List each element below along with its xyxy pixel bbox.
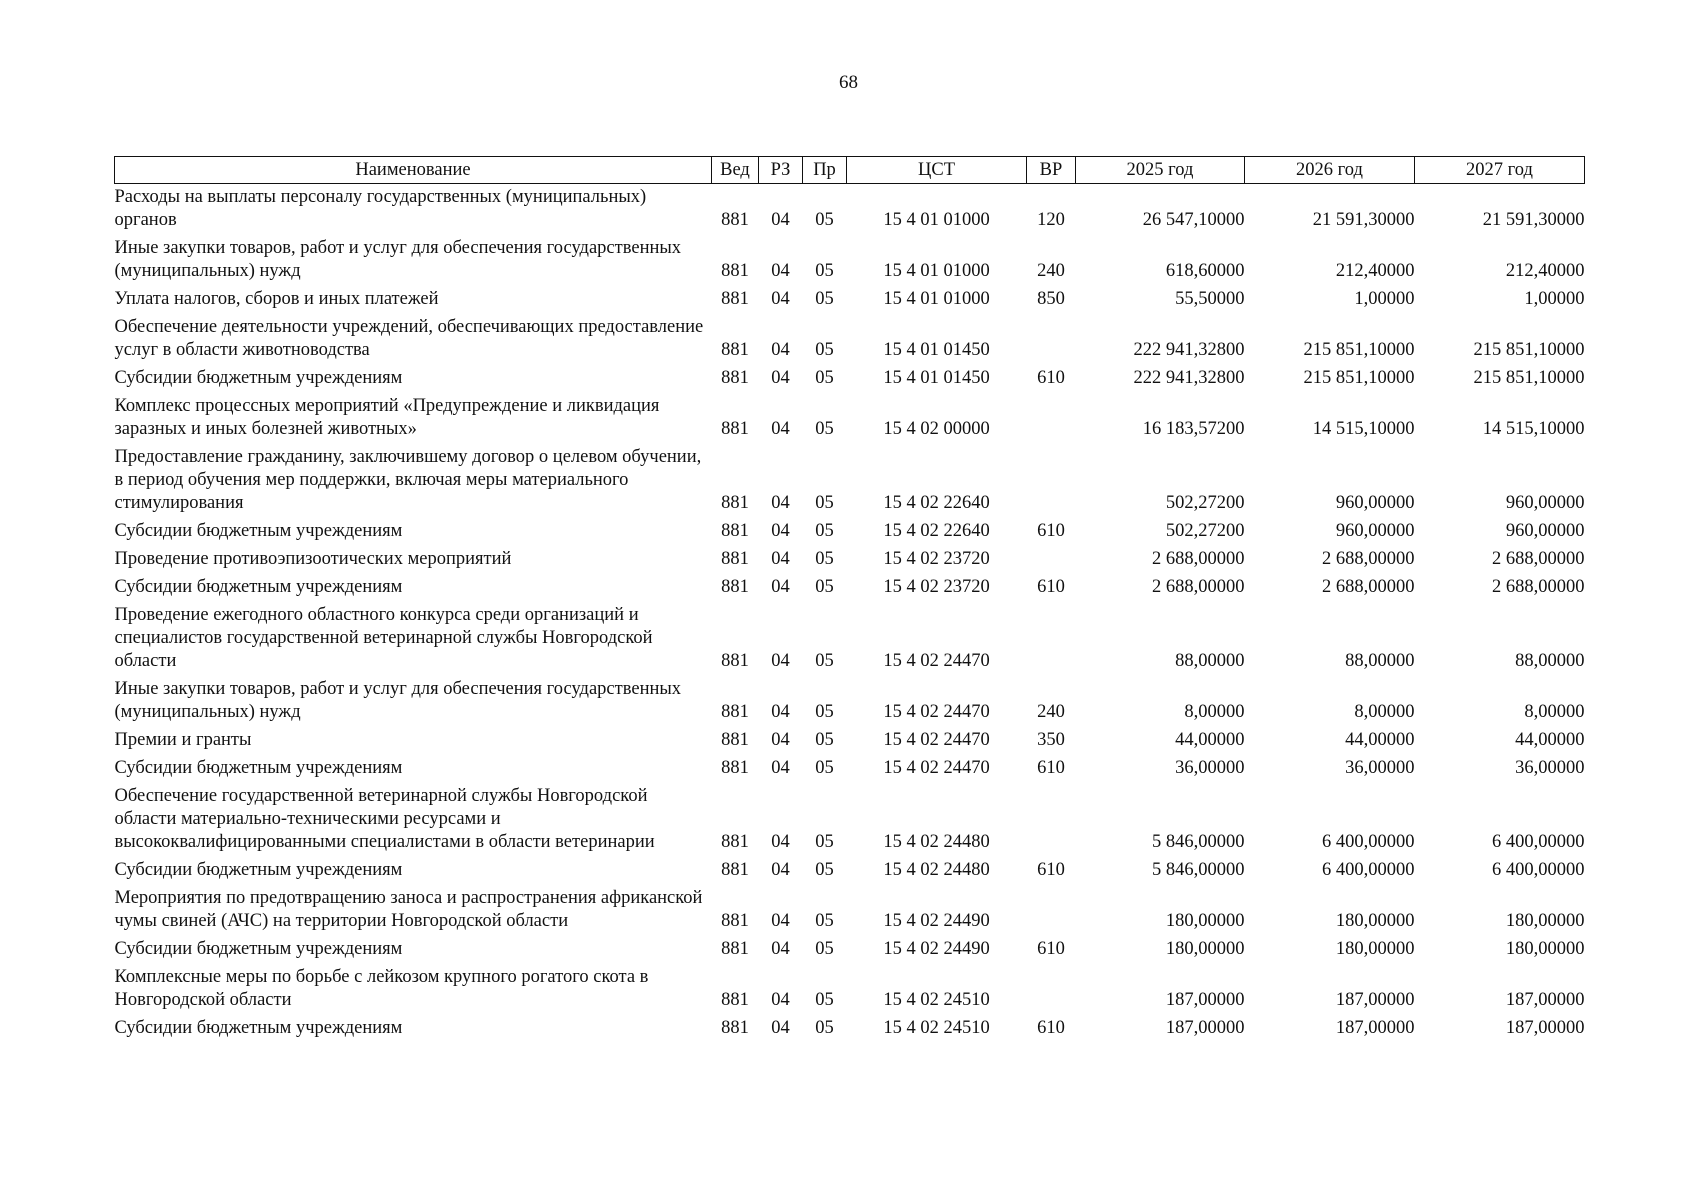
table-row xyxy=(115,885,1585,936)
cell-rz: 04 xyxy=(771,368,790,388)
cell-2027: 21 591,30000 xyxy=(1482,210,1585,230)
cell-pr: 05 xyxy=(815,730,834,750)
cell-pr: 05 xyxy=(815,261,834,281)
cell-2026: 187,00000 xyxy=(1335,1018,1415,1038)
cell-vr xyxy=(1027,393,1076,444)
cell-cst: 15 4 02 24490 xyxy=(883,911,990,931)
cell-cst: 15 4 02 23720 xyxy=(883,577,990,597)
table-row xyxy=(115,444,1585,518)
table-row xyxy=(115,184,1585,236)
cell-cst: 15 4 02 24470 xyxy=(883,758,990,778)
header-name: Наименование xyxy=(115,157,712,184)
cell-pr: 05 xyxy=(815,368,834,388)
cell-pr: 05 xyxy=(815,702,834,722)
table-row xyxy=(115,857,1585,885)
cell-vr: 350 xyxy=(1037,730,1065,750)
cell-rz: 04 xyxy=(771,289,790,309)
cell-vr: 120 xyxy=(1037,210,1065,230)
cell-2025: 55,50000 xyxy=(1175,289,1245,309)
cell-rz: 04 xyxy=(771,1018,790,1038)
cell-2025: 180,00000 xyxy=(1165,911,1245,931)
cell-2026: 21 591,30000 xyxy=(1312,210,1415,230)
table-row xyxy=(115,727,1585,755)
cell-2026: 88,00000 xyxy=(1345,651,1415,671)
cell-vr xyxy=(1027,964,1076,1015)
cell-pr: 05 xyxy=(815,1018,834,1038)
cell-2025: 187,00000 xyxy=(1165,990,1245,1010)
cell-rz: 04 xyxy=(771,577,790,597)
cell-vr: 610 xyxy=(1037,939,1065,959)
cell-rz: 04 xyxy=(771,860,790,880)
cell-rz: 04 xyxy=(771,419,790,439)
cell-name: Расходы на выплаты персоналу государственных (муниципальных) органов xyxy=(114,187,647,230)
cell-ved: 881 xyxy=(721,730,749,750)
cell-name: Обеспечение государственной ветеринарной службы Новгородской области материально-техническими ресурсами и высококвалифицированными специалистами в области ветеринарии xyxy=(114,786,655,852)
cell-vr xyxy=(1027,602,1076,676)
cell-2025: 44,00000 xyxy=(1175,730,1245,750)
cell-rz: 04 xyxy=(771,261,790,281)
cell-2026: 6 400,00000 xyxy=(1322,832,1415,852)
cell-rz: 04 xyxy=(771,493,790,513)
cell-ved: 881 xyxy=(721,340,749,360)
cell-name: Субсидии бюджетным учреждениям xyxy=(114,860,403,880)
table-row xyxy=(115,1015,1585,1043)
cell-name: Комплексные меры по борьбе с лейкозом крупного рогатого скота в Новгородской области xyxy=(114,967,649,1010)
cell-ved: 881 xyxy=(721,261,749,281)
cell-vr: 610 xyxy=(1037,577,1065,597)
cell-ved: 881 xyxy=(721,651,749,671)
header-rz: РЗ xyxy=(759,157,803,184)
cell-2027: 215 851,10000 xyxy=(1473,368,1585,388)
table-row xyxy=(115,546,1585,574)
table-row xyxy=(115,964,1585,1015)
cell-2025: 2 688,00000 xyxy=(1152,577,1245,597)
cell-2026: 960,00000 xyxy=(1335,521,1415,541)
cell-2026: 2 688,00000 xyxy=(1322,549,1415,569)
cell-2025: 5 846,00000 xyxy=(1152,860,1245,880)
cell-2026: 8,00000 xyxy=(1354,702,1415,722)
cell-cst: 15 4 02 24470 xyxy=(883,730,990,750)
cell-2027: 180,00000 xyxy=(1505,939,1585,959)
cell-2027: 6 400,00000 xyxy=(1492,860,1585,880)
cell-2027: 1,00000 xyxy=(1524,289,1585,309)
cell-name: Субсидии бюджетным учреждениям xyxy=(114,939,403,959)
cell-ved: 881 xyxy=(721,911,749,931)
cell-2027: 180,00000 xyxy=(1505,911,1585,931)
cell-2027: 212,40000 xyxy=(1505,261,1585,281)
cell-2027: 8,00000 xyxy=(1524,702,1585,722)
cell-ved: 881 xyxy=(721,368,749,388)
cell-pr: 05 xyxy=(815,860,834,880)
cell-pr: 05 xyxy=(815,832,834,852)
cell-rz: 04 xyxy=(771,549,790,569)
cell-cst: 15 4 02 24510 xyxy=(883,990,990,1010)
cell-ved: 881 xyxy=(721,521,749,541)
table-row xyxy=(115,393,1585,444)
cell-2026: 1,00000 xyxy=(1354,289,1415,309)
cell-2026: 215 851,10000 xyxy=(1303,368,1415,388)
cell-2025: 502,27200 xyxy=(1165,521,1245,541)
page-number: 68 xyxy=(839,72,858,93)
cell-2025: 222 941,32800 xyxy=(1133,340,1245,360)
cell-2025: 5 846,00000 xyxy=(1152,832,1245,852)
cell-cst: 15 4 02 24470 xyxy=(883,651,990,671)
cell-pr: 05 xyxy=(815,340,834,360)
header-ved: Вед xyxy=(712,157,759,184)
cell-vr: 610 xyxy=(1037,368,1065,388)
table-row xyxy=(115,602,1585,676)
cell-pr: 05 xyxy=(815,990,834,1010)
header-cst: ЦСТ xyxy=(847,157,1027,184)
cell-vr xyxy=(1027,314,1076,365)
cell-vr: 850 xyxy=(1037,289,1065,309)
cell-rz: 04 xyxy=(771,702,790,722)
cell-2025: 8,00000 xyxy=(1184,702,1245,722)
cell-ved: 881 xyxy=(721,289,749,309)
cell-pr: 05 xyxy=(815,911,834,931)
cell-2026: 212,40000 xyxy=(1335,261,1415,281)
cell-pr: 05 xyxy=(815,419,834,439)
table-row xyxy=(115,574,1585,602)
cell-name: Субсидии бюджетным учреждениям xyxy=(114,1018,403,1038)
cell-pr: 05 xyxy=(815,758,834,778)
cell-2027: 960,00000 xyxy=(1505,521,1585,541)
cell-ved: 881 xyxy=(721,493,749,513)
table-row xyxy=(115,936,1585,964)
cell-rz: 04 xyxy=(771,758,790,778)
header-year-2025: 2025 год xyxy=(1076,157,1245,184)
table-header-row xyxy=(115,157,1585,184)
cell-pr: 05 xyxy=(815,651,834,671)
cell-ved: 881 xyxy=(721,577,749,597)
header-year-2026: 2026 год xyxy=(1245,157,1415,184)
cell-vr: 610 xyxy=(1037,521,1065,541)
cell-cst: 15 4 01 01000 xyxy=(883,210,990,230)
cell-2027: 88,00000 xyxy=(1515,651,1585,671)
cell-vr xyxy=(1027,885,1076,936)
cell-pr: 05 xyxy=(815,493,834,513)
cell-cst: 15 4 01 01000 xyxy=(883,289,990,309)
cell-ved: 881 xyxy=(721,860,749,880)
header-vr: ВР xyxy=(1027,157,1076,184)
cell-cst: 15 4 02 00000 xyxy=(883,419,990,439)
cell-2027: 36,00000 xyxy=(1515,758,1585,778)
cell-rz: 04 xyxy=(771,939,790,959)
cell-name: Иные закупки товаров, работ и услуг для обеспечения государственных (муниципальных) нужд xyxy=(114,238,682,281)
cell-name: Премии и гранты xyxy=(114,730,252,750)
cell-2027: 6 400,00000 xyxy=(1492,832,1585,852)
table-row xyxy=(115,783,1585,857)
cell-ved: 881 xyxy=(721,549,749,569)
cell-cst: 15 4 02 22640 xyxy=(883,521,990,541)
cell-ved: 881 xyxy=(721,758,749,778)
cell-2025: 36,00000 xyxy=(1175,758,1245,778)
cell-2026: 180,00000 xyxy=(1335,939,1415,959)
cell-name: Комплекс процессных мероприятий «Предупреждение и ликвидация заразных и иных болезней животных» xyxy=(114,396,660,439)
cell-vr: 240 xyxy=(1037,261,1065,281)
cell-cst: 15 4 01 01000 xyxy=(883,261,990,281)
cell-name: Предоставление гражданину, заключившему договор о целевом обучении, в период обучения мер поддержки, включая меры материального стимулирования xyxy=(114,447,702,513)
cell-name: Субсидии бюджетным учреждениям xyxy=(114,577,403,597)
cell-cst: 15 4 02 24490 xyxy=(883,939,990,959)
cell-2025: 26 547,10000 xyxy=(1142,210,1245,230)
cell-2027: 187,00000 xyxy=(1505,1018,1585,1038)
cell-pr: 05 xyxy=(815,521,834,541)
cell-2026: 6 400,00000 xyxy=(1322,860,1415,880)
cell-2026: 14 515,10000 xyxy=(1312,419,1415,439)
table-row xyxy=(115,755,1585,783)
cell-rz: 04 xyxy=(771,340,790,360)
cell-rz: 04 xyxy=(771,210,790,230)
cell-name: Субсидии бюджетным учреждениям xyxy=(114,368,403,388)
budget-table xyxy=(114,156,1585,1043)
cell-cst: 15 4 01 01450 xyxy=(883,340,990,360)
table-row xyxy=(115,365,1585,393)
cell-cst: 15 4 02 24470 xyxy=(883,702,990,722)
cell-2026: 187,00000 xyxy=(1335,990,1415,1010)
cell-2025: 187,00000 xyxy=(1165,1018,1245,1038)
cell-rz: 04 xyxy=(771,521,790,541)
cell-ved: 881 xyxy=(721,702,749,722)
cell-name: Обеспечение деятельности учреждений, обеспечивающих предоставление услуг в области животноводства xyxy=(114,317,704,360)
cell-name: Мероприятия по предотвращению заноса и распространения африканской чумы свиней (АЧС) на территории Новгородской области xyxy=(114,888,703,931)
cell-2026: 215 851,10000 xyxy=(1303,340,1415,360)
cell-2027: 14 515,10000 xyxy=(1482,419,1585,439)
cell-2025: 16 183,57200 xyxy=(1142,419,1245,439)
cell-cst: 15 4 02 24510 xyxy=(883,1018,990,1038)
cell-2025: 222 941,32800 xyxy=(1133,368,1245,388)
cell-name: Проведение противоэпизоотических мероприятий xyxy=(114,549,512,569)
cell-2027: 2 688,00000 xyxy=(1492,549,1585,569)
cell-2026: 44,00000 xyxy=(1345,730,1415,750)
cell-cst: 15 4 02 23720 xyxy=(883,549,990,569)
cell-2027: 44,00000 xyxy=(1515,730,1585,750)
cell-vr: 610 xyxy=(1037,1018,1065,1038)
table-row xyxy=(115,235,1585,286)
cell-name: Субсидии бюджетным учреждениям xyxy=(114,521,403,541)
cell-cst: 15 4 01 01450 xyxy=(883,368,990,388)
cell-2025: 88,00000 xyxy=(1175,651,1245,671)
cell-ved: 881 xyxy=(721,419,749,439)
cell-vr xyxy=(1027,783,1076,857)
cell-pr: 05 xyxy=(815,577,834,597)
cell-2025: 502,27200 xyxy=(1165,493,1245,513)
cell-rz: 04 xyxy=(771,832,790,852)
cell-pr: 05 xyxy=(815,210,834,230)
cell-ved: 881 xyxy=(721,990,749,1010)
cell-2026: 36,00000 xyxy=(1345,758,1415,778)
cell-name: Проведение ежегодного областного конкурса среди организаций и специалистов государственной ветеринарной службы Новгородской области xyxy=(114,605,653,671)
cell-rz: 04 xyxy=(771,911,790,931)
cell-name: Субсидии бюджетным учреждениям xyxy=(114,758,403,778)
cell-2027: 187,00000 xyxy=(1505,990,1585,1010)
cell-pr: 05 xyxy=(815,289,834,309)
cell-ved: 881 xyxy=(721,210,749,230)
cell-2026: 960,00000 xyxy=(1335,493,1415,513)
cell-vr xyxy=(1027,444,1076,518)
cell-pr: 05 xyxy=(815,939,834,959)
cell-ved: 881 xyxy=(721,832,749,852)
cell-name: Уплата налогов, сборов и иных платежей xyxy=(114,289,439,309)
table-row xyxy=(115,286,1585,314)
cell-cst: 15 4 02 22640 xyxy=(883,493,990,513)
cell-2027: 2 688,00000 xyxy=(1492,577,1585,597)
cell-2025: 180,00000 xyxy=(1165,939,1245,959)
cell-vr xyxy=(1027,546,1076,574)
header-year-2027: 2027 год xyxy=(1415,157,1585,184)
cell-2026: 180,00000 xyxy=(1335,911,1415,931)
cell-vr: 610 xyxy=(1037,860,1065,880)
cell-2027: 960,00000 xyxy=(1505,493,1585,513)
table-row xyxy=(115,518,1585,546)
cell-2025: 2 688,00000 xyxy=(1152,549,1245,569)
cell-vr: 240 xyxy=(1037,702,1065,722)
cell-rz: 04 xyxy=(771,651,790,671)
cell-name: Иные закупки товаров, работ и услуг для обеспечения государственных (муниципальных) нужд xyxy=(114,679,682,722)
cell-rz: 04 xyxy=(771,730,790,750)
cell-rz: 04 xyxy=(771,990,790,1010)
cell-ved: 881 xyxy=(721,939,749,959)
table-row xyxy=(115,314,1585,365)
cell-2025: 618,60000 xyxy=(1165,261,1245,281)
cell-2026: 2 688,00000 xyxy=(1322,577,1415,597)
table-row xyxy=(115,676,1585,727)
cell-2027: 215 851,10000 xyxy=(1473,340,1585,360)
cell-cst: 15 4 02 24480 xyxy=(883,860,990,880)
cell-ved: 881 xyxy=(721,1018,749,1038)
header-pr: Пр xyxy=(803,157,847,184)
cell-vr: 610 xyxy=(1037,758,1065,778)
cell-cst: 15 4 02 24480 xyxy=(883,832,990,852)
cell-pr: 05 xyxy=(815,549,834,569)
